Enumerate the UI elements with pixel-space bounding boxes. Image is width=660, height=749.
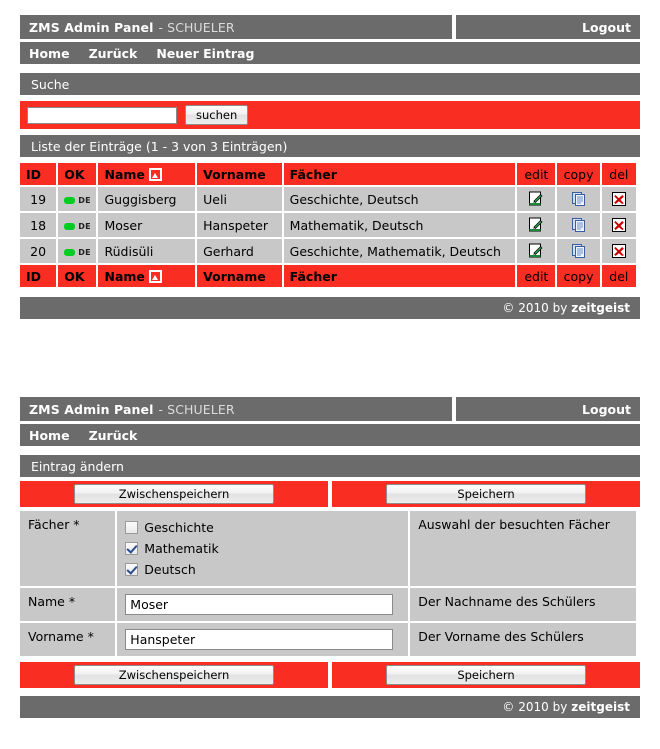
col-header-edit: edit [517,163,555,185]
list-panel [20,15,640,319]
field-label-faecher: Fächer * [20,511,115,586]
cell-edit-action[interactable] [517,239,555,263]
col-footer-del: del [602,265,636,287]
save-button-top[interactable]: Speichern [386,484,586,504]
cell-delete-action[interactable] [602,187,636,211]
field-input-faecher [117,511,408,586]
col-footer-vorname[interactable]: Vorname [197,265,282,287]
draft-button-cell [20,662,328,688]
checkbox-row-mathematik[interactable] [125,538,400,559]
app-title-bar [20,397,452,421]
copyright-text: © 2010 by [502,700,568,714]
edit-icon[interactable] [528,191,544,207]
cell-edit-action[interactable] [517,213,555,237]
status-badge [64,222,91,231]
sort-ascending-icon[interactable] [149,168,162,181]
table-row [20,239,636,263]
cell-vorname: Ueli [197,187,282,211]
checkbox-row-geschichte[interactable] [125,517,400,538]
cell-faecher: Geschichte, Mathematik, Deutsch [284,239,516,263]
cell-copy-action[interactable] [557,239,599,263]
form-row-name [20,588,636,621]
checkbox-deutsch[interactable] [125,563,138,576]
edit-icon[interactable] [528,217,544,233]
checkbox-label-deutsch: Deutsch [144,562,196,577]
delete-icon[interactable] [611,217,627,233]
cell-faecher: Mathematik, Deutsch [284,213,516,237]
col-footer-edit: edit [517,265,555,287]
delete-icon[interactable] [611,191,627,207]
save-draft-button-top[interactable]: Zwischenspeichern [74,484,274,504]
logout-button[interactable] [456,397,640,421]
form-row-faecher [20,511,636,586]
draft-button-cell [20,481,328,507]
panel-footer [20,696,640,718]
language-code: DE [78,221,91,231]
cell-faecher: Geschichte, Deutsch [284,187,516,211]
col-header-id[interactable]: ID [20,163,56,185]
app-title: ZMS Admin Panel [29,19,154,35]
green-dot-icon [64,249,75,256]
field-input-vorname [117,623,408,656]
app-context: - SCHUELER [158,19,235,35]
col-header-del: del [602,163,636,185]
titlebar [20,397,640,421]
cell-id: 18 [20,213,56,237]
nav-item-zurueck[interactable]: Zurück [88,45,138,61]
edit-panel [20,397,640,718]
field-help-faecher: Auswahl der besuchten Fächer [410,511,636,586]
col-header-vorname[interactable]: Vorname [197,163,282,185]
logout-label: Logout [582,401,631,417]
cell-ok [58,187,96,211]
cell-delete-action[interactable] [602,213,636,237]
nav-item-neuer-eintrag[interactable]: Neuer Eintrag [156,45,255,61]
checkbox-row-deutsch[interactable] [125,559,400,580]
edit-form-table [18,509,638,658]
delete-icon[interactable] [611,243,627,259]
field-help-vorname: Der Vorname des Schülers [410,623,636,656]
cell-copy-action[interactable] [557,187,599,211]
col-header-copy: copy [557,163,599,185]
col-footer-faecher[interactable]: Fächer [284,265,516,287]
col-header-ok[interactable]: OK [58,163,96,185]
button-band-bottom [20,662,640,688]
brand-name: zeitgeist [571,700,630,714]
cell-ok [58,239,96,263]
edit-caption: Eintrag ändern [20,455,640,477]
search-button[interactable]: suchen [185,105,248,125]
save-draft-button-bottom[interactable]: Zwischenspeichern [74,665,274,685]
field-input-name [117,588,408,621]
nav-item-zurueck[interactable]: Zurück [88,427,138,443]
form-row-vorname [20,623,636,656]
cell-delete-action[interactable] [602,239,636,263]
field-help-name: Der Nachname des Schülers [410,588,636,621]
search-caption: Suche [20,73,640,95]
vorname-field[interactable] [125,629,393,650]
green-dot-icon [64,223,75,230]
language-code: DE [78,195,91,205]
copyright-text: © 2010 by [502,301,568,315]
checkbox-geschichte[interactable] [125,521,138,534]
cell-edit-action[interactable] [517,187,555,211]
status-badge [64,196,91,205]
titlebar [20,15,640,39]
field-label-name: Name * [20,588,115,621]
nav-item-home[interactable]: Home [29,427,70,443]
logout-label: Logout [582,19,631,35]
copy-icon[interactable] [571,243,587,259]
language-code: DE [78,247,91,257]
sort-ascending-icon[interactable] [149,270,162,283]
button-band-top [20,481,640,507]
app-context: - SCHUELER [158,401,235,417]
search-input[interactable] [27,107,177,124]
table-body [20,187,636,263]
status-badge [64,248,91,257]
table-row [20,187,636,211]
cell-name: Guggisberg [98,187,195,211]
brand-name: zeitgeist [571,301,630,315]
cell-id: 19 [20,187,56,211]
cell-name: Rüdisüli [98,239,195,263]
col-footer-copy: copy [557,265,599,287]
copy-icon[interactable] [571,191,587,207]
table-header-row [20,163,636,185]
edit-icon[interactable] [528,243,544,259]
col-footer-ok[interactable]: OK [58,265,96,287]
nav-item-home[interactable]: Home [29,45,70,61]
list-caption: Liste der Einträge (1 - 3 von 3 Einträgen) [20,135,640,157]
copy-icon[interactable] [571,217,587,233]
table-footer-row [20,265,636,287]
col-footer-id[interactable]: ID [20,265,56,287]
cell-ok [58,213,96,237]
cell-name: Moser [98,213,195,237]
nav-bar [20,42,640,64]
name-field[interactable] [125,594,393,615]
checkbox-label-mathematik: Mathematik [144,541,219,556]
green-dot-icon [64,197,75,204]
cell-id: 20 [20,239,56,263]
save-button-cell [332,662,640,688]
save-button-bottom[interactable]: Speichern [386,665,586,685]
col-header-name[interactable]: Name [98,163,195,185]
nav-bar [20,424,640,446]
logout-button[interactable] [456,15,640,39]
checkbox-label-geschichte: Geschichte [144,520,214,535]
cell-copy-action[interactable] [557,213,599,237]
search-band [20,101,640,129]
cell-vorname: Gerhard [197,239,282,263]
panel-footer [20,297,640,319]
col-header-faecher[interactable]: Fächer [284,163,516,185]
field-label-vorname: Vorname * [20,623,115,656]
app-title: ZMS Admin Panel [29,401,154,417]
checkbox-mathematik[interactable] [125,542,138,555]
col-footer-name[interactable]: Name [98,265,195,287]
entries-table [18,161,638,289]
table-row [20,213,636,237]
app-title-bar [20,15,452,39]
cell-vorname: Hanspeter [197,213,282,237]
save-button-cell [332,481,640,507]
